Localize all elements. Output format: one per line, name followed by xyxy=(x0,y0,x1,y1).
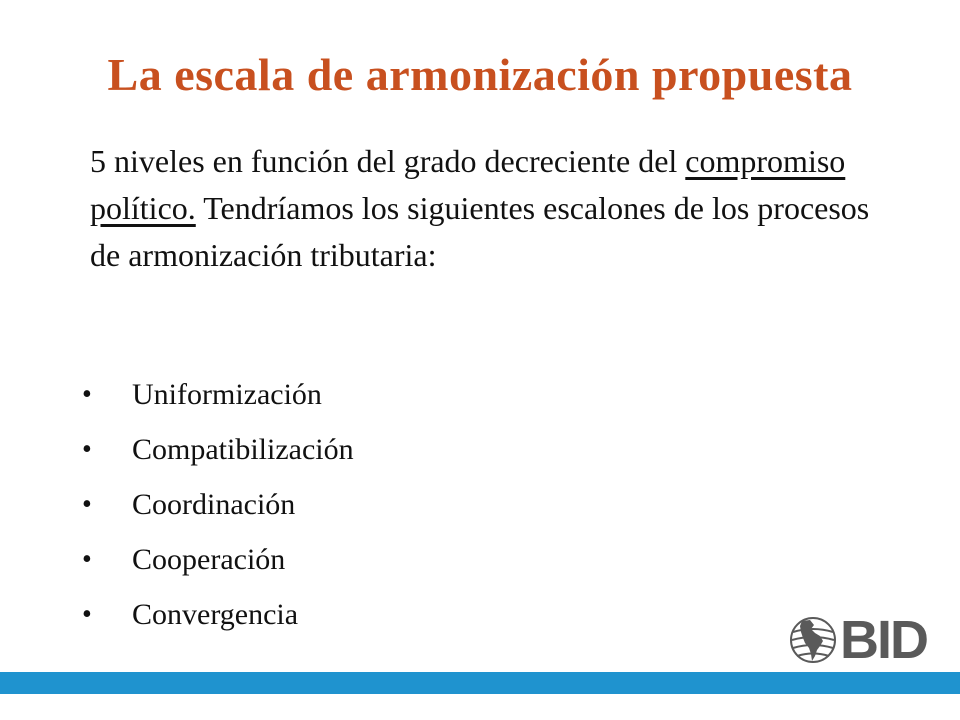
list-item xyxy=(82,532,354,587)
bid-logo xyxy=(790,610,927,670)
list-item-label: Cooperación xyxy=(132,542,286,576)
globe-americas-icon xyxy=(790,614,836,666)
list-item-label: Compatibilización xyxy=(132,432,354,466)
list-item xyxy=(82,422,354,477)
list-item xyxy=(82,587,354,642)
intro-underlined-text: compromiso político. xyxy=(90,143,846,226)
bullet-icon: • xyxy=(82,488,92,520)
bullet-icon: • xyxy=(82,543,92,575)
bid-logo-text: BID xyxy=(840,610,927,670)
intro-paragraph xyxy=(90,138,890,279)
footer-color-bar xyxy=(0,672,960,694)
list-item xyxy=(82,477,354,532)
slide-title: La escala de armonización propuesta xyxy=(107,49,853,100)
intro-text-start: 5 niveles en función del grado decreciente del xyxy=(90,143,686,179)
list-item-label: Convergencia xyxy=(132,597,299,631)
bullet-icon: • xyxy=(82,598,92,630)
intro-text-end: Tendríamos los siguientes escalones de los procesos de armonización tributaria: xyxy=(90,190,870,273)
list-item xyxy=(82,367,354,422)
list-item-label: Coordinación xyxy=(132,487,296,521)
bullet-icon: • xyxy=(82,378,92,410)
harmonization-levels-list xyxy=(82,367,354,642)
list-item-label: Uniformización xyxy=(132,377,322,411)
bullet-icon: • xyxy=(82,433,92,465)
